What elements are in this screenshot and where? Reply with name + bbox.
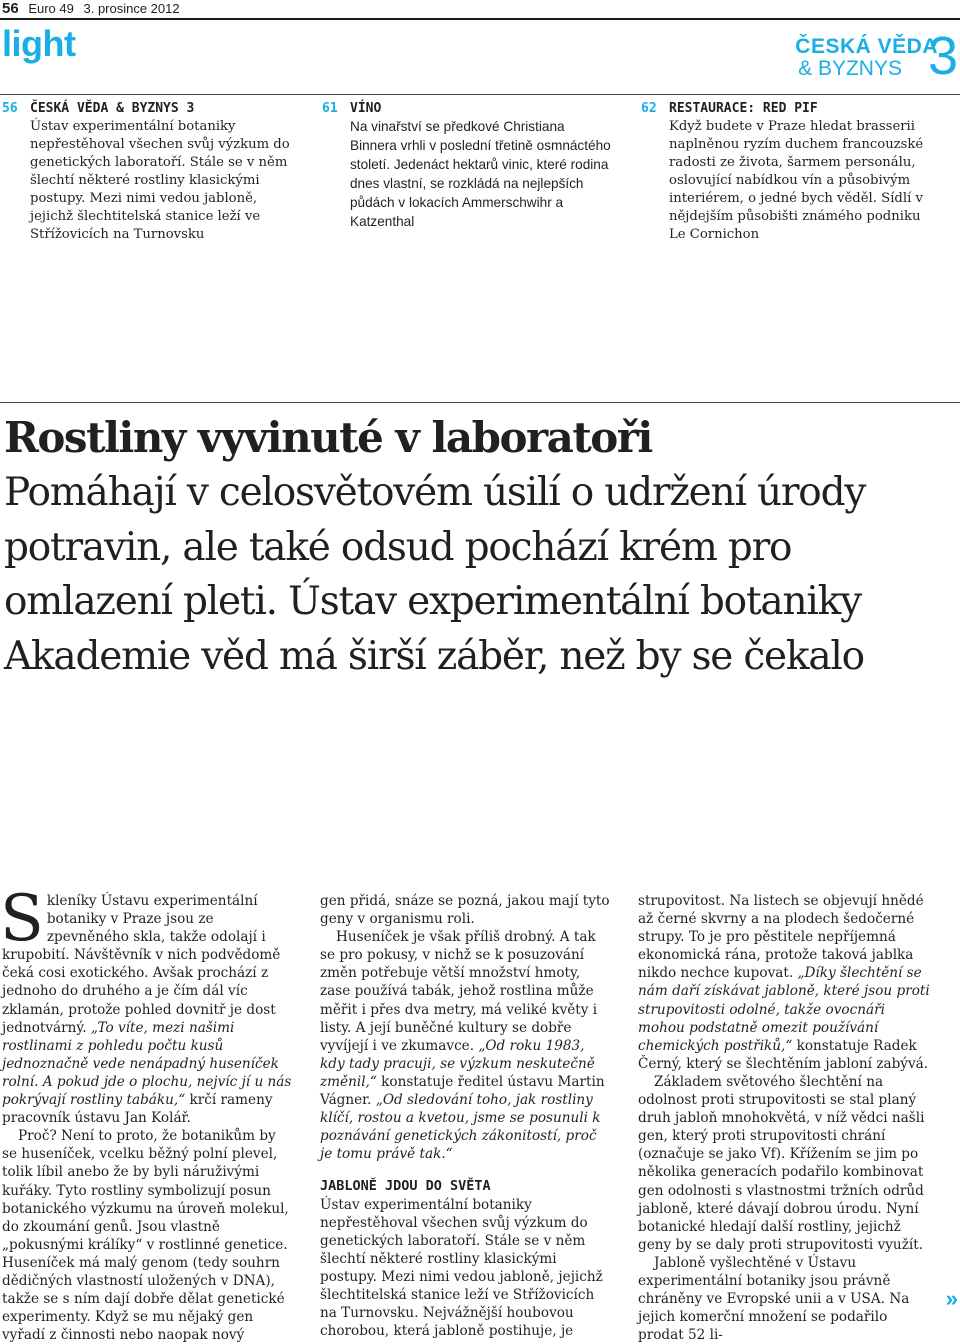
paragraph-text: krčí rameny pracovník ústavu Jan Kolář.: [2, 1092, 273, 1127]
series-logo-line2: & BYZNYS: [798, 57, 902, 80]
drop-cap: S: [0, 882, 44, 956]
paragraph-text: strupovitost. Na listech se objevují hnědé až černé skvrny a na plodech šedočerné strupy. To je pro pěstitele nepříjemná ekonomická rána, protože taková jablka nikdo nechce kupovat.: [638, 893, 924, 982]
paragraph-text: konstatuje Radek Černý, který se šlechtěním jabloní zabývá.: [638, 1037, 929, 1072]
paragraph: gen přidá, snáze se pozná, jakou mají tyto geny v organismu roli.: [320, 893, 610, 928]
article-column-3: [638, 892, 930, 1344]
section-title: light: [2, 23, 76, 64]
teaser-title: RESTAURACE: RED PIF: [669, 101, 818, 116]
paragraph: Ústav experimentální botaniky nepřestěhoval všechen svůj výzkum do genetických laboratoří. Stále se v něm šlechtí některé rostliny klasickými postupy. Mezi nimi vedou jabloně, jejichž šlechtitelská stanice leží ve Střížovicích na Turnovsku. Nejvážnější houbovou chorobou, která jabloně postihuje, je: [320, 1196, 603, 1340]
teaser-page-number: 61: [322, 101, 338, 116]
teaser-text: Když budete v Praze hledat brasserii naplněnou ryzím duchem francouzské radosti ze života, šarmem personálu, oslovující nabídkou vín a působivým interiérem, o jedné bych věděl. Sídlí v nějdejším působišti známého podniku Le Cornichon: [669, 119, 924, 242]
article-lede: Pomáhají v celosvětovém úsilí o udržení úrody potravin, ale také odsud pochází krém pro omlazení pleti. Ústav experimentální botaniky Akademie věd má širší záběr, než by se čekalo: [4, 470, 866, 679]
teaser-rule: [0, 94, 960, 95]
magazine-issue: Euro 49: [28, 1, 74, 16]
teaser-title: VÍNO: [350, 101, 382, 116]
quote-text: „Od sledování toho, jak rostliny klíčí, rostou a kvetou, jsme se posunuli k poznávání genetických zákonitostí, proč je tomu právě tak.“: [320, 1092, 601, 1163]
quote-text: „Od roku 1983, kdy tady pracuji, se výzkum neskutečně změnil,“: [320, 1037, 595, 1090]
quote-text: „To víte, mezi našimi rostlinami z pohledu počtu kusů jednoznačně vede nenápadný huseníček rolní. A pokud jde o plochu, nejvíc jí u nás pokrývají rostliny tabáku,“: [2, 1019, 292, 1109]
section-subheading: JABLONĚ JDOU DO SVĚTA: [320, 1178, 491, 1195]
article-column-1: [0, 882, 294, 1344]
top-bar: [0, 0, 960, 17]
top-rule: [0, 18, 960, 20]
series-logo-line1: ČESKÁ VĚDA: [795, 35, 938, 58]
paragraph-text: konstatuje ředitel ústavu Martin Vágner.: [320, 1073, 605, 1109]
paragraph: [320, 928, 612, 1163]
teaser-title: ČESKÁ VĚDA & BYZNYS 3: [30, 101, 195, 116]
article-headline: Rostliny vyvinuté v laboratoři: [4, 413, 652, 462]
series-logo-number: 3: [927, 26, 958, 86]
teaser-item[interactable]: [2, 100, 302, 244]
quote-text: „Díky šlechtění se nám daří získávat jabloně, které jsou proti strupovitosti odolné, takže ovocnáři mohou podstatně omezit používání chemických postřiků,“: [638, 965, 930, 1054]
teaser-page-number: 56: [2, 101, 18, 116]
issue-date: 3. prosince 2012: [83, 1, 180, 16]
paragraph: [638, 892, 930, 1073]
continue-arrow-icon[interactable]: »: [945, 1286, 958, 1311]
article-rule: [0, 402, 960, 403]
teaser-item[interactable]: [641, 100, 931, 244]
paragraph: Jabloně vyšlechtěné v Ústavu experimentální botaniky jsou právně chráněny ve Evropské unii a v USA. Na jejich komerční množení se podařilo prodat 52 li-: [638, 1254, 910, 1344]
teaser-item[interactable]: [322, 100, 614, 232]
series-logo: [795, 36, 938, 80]
paragraph-text: Huseníček je však příliš drobný. A tak se pro pokusy, v nichž se k posuzování změn potřebuje větší množství hmoty, zase používá tabák, jehož rostlina může měřit i přes dva metry, má veliké květy i listy. A její buněčné kultury se dobře vyvíjejí i ve zkumavce.: [320, 929, 598, 1054]
paragraph: Základem světového šlechtění na odolnost proti strupovitosti se stal planý druh jabloň mnohokvětá, v níž vědci našli gen, který proti strupovitosti chrání (označuje se jako Vf). Křížením se jim po několika generacích podařilo kombinovat gen odolnosti s vlastnostmi tržních odrůd jabloně, které dávají dobrou úrodu. Nyní botanické hledají další rostliny, jejichž geny by se daly proti strupovitosti využít.: [638, 1073, 925, 1253]
article-column-2: [320, 892, 612, 1340]
teaser-text: Na vinařství se předkové Christiana Binnera vrhli v poslední třetině osmnáctého století. Jedenáct hektarů vinic, které rodina dnes vlastní, se rozkládá na nejlepších půdách v lokacích Ammerschwihr a Katzenthal: [350, 119, 611, 229]
teaser-page-number: 62: [641, 101, 657, 116]
paragraph: Proč? Není to proto, že botanikům by se huseníček, vcelku běžný polní plevel, tolik líbil anebo že by byli náruživými kuřáky. Tyto rostliny symbolizují posun botanického výzkumu na úroveň molekul, do zkoumání genů. Jsou vlastně „pokusnými králíky“ v rostlinné genetice. Huseníček má malý genom (tedy souhrn dědičných vlastností uložených v DNA), takže se s ním dají dobře dělat genetické experimenty. Když se mu nějaký gen vyřadí z činnosti nebo naopak nový: [2, 1128, 289, 1344]
paragraph: [0, 882, 294, 1127]
paragraph-text: kleníky Ústavu experimentální botaniky v Praze jsou ze zpevněného skla, takže odolají i krupobití. Návštěvník v nich podvědomě čeká cosi exotického. Avšak prochází z jednoho do druhého a je čím dál víc zklamán, protože pohled dovnitř je dost jednotvárný.: [2, 893, 281, 1036]
teaser-text: Ústav experimentální botaniky nepřestěhoval všechen svůj výzkum do genetických laboratoří. Stále se v něm šlechtí některé rostliny klasickými postupy. Mezi nimi vedou jabloně, jejichž šlechtitelská stanice leží ve Střížovicích na Turnovsku: [30, 119, 290, 242]
page-number: 56: [2, 0, 19, 17]
